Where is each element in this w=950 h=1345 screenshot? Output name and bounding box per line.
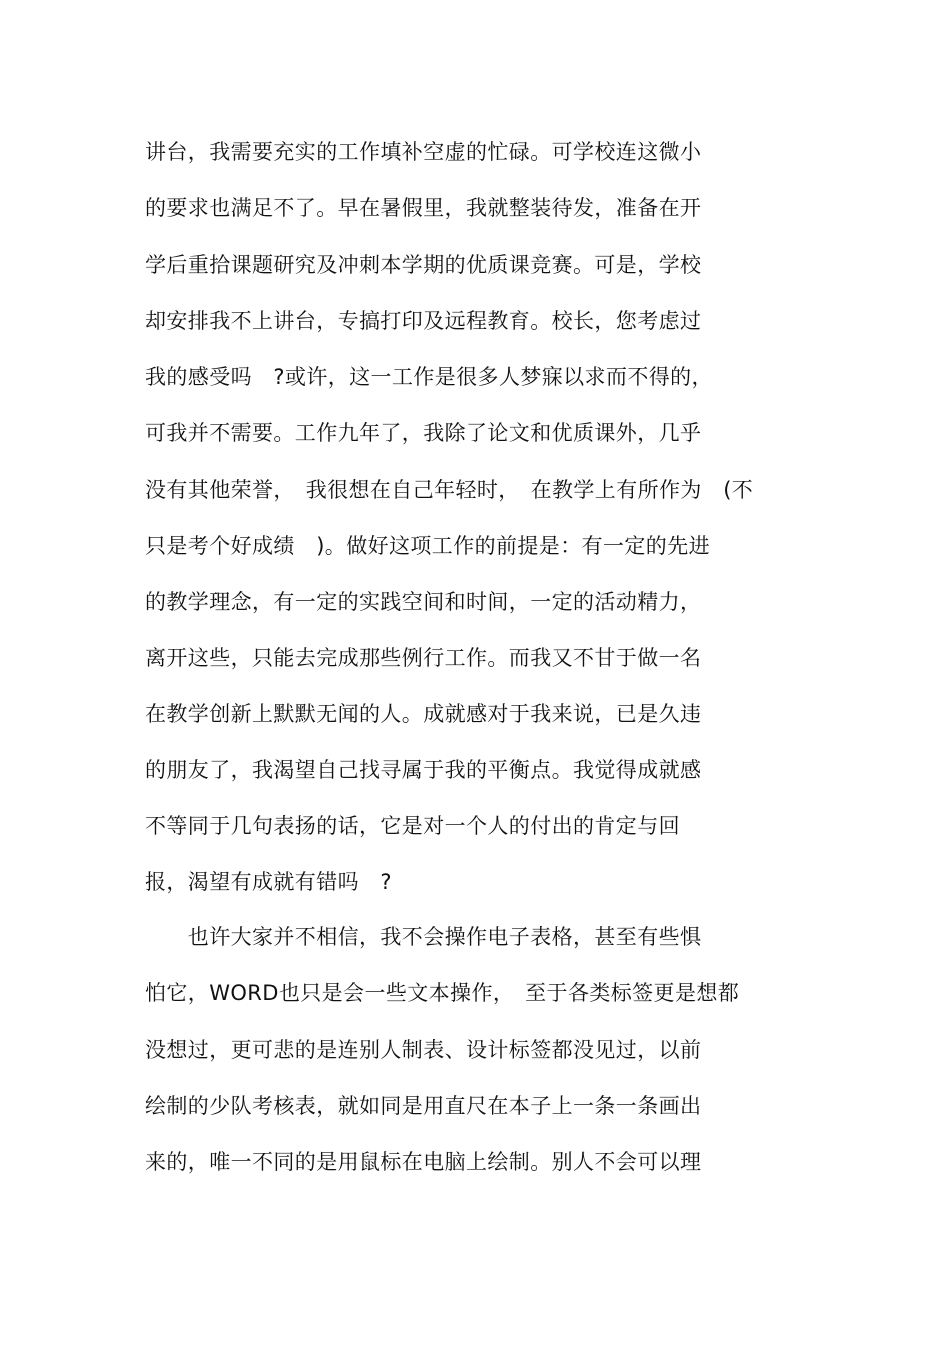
text-line: 不等同于几句表扬的话，它是对一个人的付出的肯定与回: [145, 814, 680, 838]
text-line: 在教学创新上默默无闻的人。成就感对于我来说，已是久违: [145, 702, 702, 726]
text-line: 的要求也满足不了。早在暑假里，我就整装待发，准备在开: [145, 196, 702, 220]
text-line: 可我并不需要。工作九年了，我除了论文和优质课外，几乎: [145, 421, 702, 445]
text-line: 没想过，更可悲的是连别人制表、设计标签都没见过，以前: [145, 1038, 702, 1062]
text-line: 的朋友了，我渴望自己找寻属于我的平衡点。我觉得成就感: [145, 758, 702, 782]
text-line: 只是考个好成绩 )。做好这项工作的前提是：有一定的先进: [145, 534, 710, 558]
text-line: 怕它，WORD也只是会一些文本操作， 至于各类标签更是想都: [145, 981, 740, 1005]
text-line: 没有其他荣誉， 我很想在自己年轻时， 在教学上有所作为 (不: [145, 478, 754, 502]
text-line: 我的感受吗 ?或许，这一工作是很多人梦寐以求而不得的，: [145, 365, 713, 389]
text-line: 离开这些，只能去完成那些例行工作。而我又不甘于做一名: [145, 646, 702, 670]
text-line: 的教学理念，有一定的实践空间和时间，一定的活动精力，: [145, 590, 702, 614]
text-line: 也许大家并不相信，我不会操作电子表格，甚至有些惧: [145, 925, 702, 949]
text-line: 讲台，我需要充实的工作填补空虚的忙碌。可学校连这微小: [145, 140, 702, 164]
text-line: 绘制的少队考核表，就如同是用直尺在本子上一条一条画出: [145, 1094, 702, 1118]
text-line: 学后重拾课题研究及冲刺本学期的优质课竞赛。可是，学校: [145, 253, 702, 277]
text-line: 来的，唯一不同的是用鼠标在电脑上绘制。别人不会可以理: [145, 1150, 702, 1174]
text-line: 却安排我不上讲台，专搞打印及远程教育。校长，您考虑过: [145, 309, 702, 333]
text-line: 报，渴望有成就有错吗 ?: [145, 870, 392, 894]
